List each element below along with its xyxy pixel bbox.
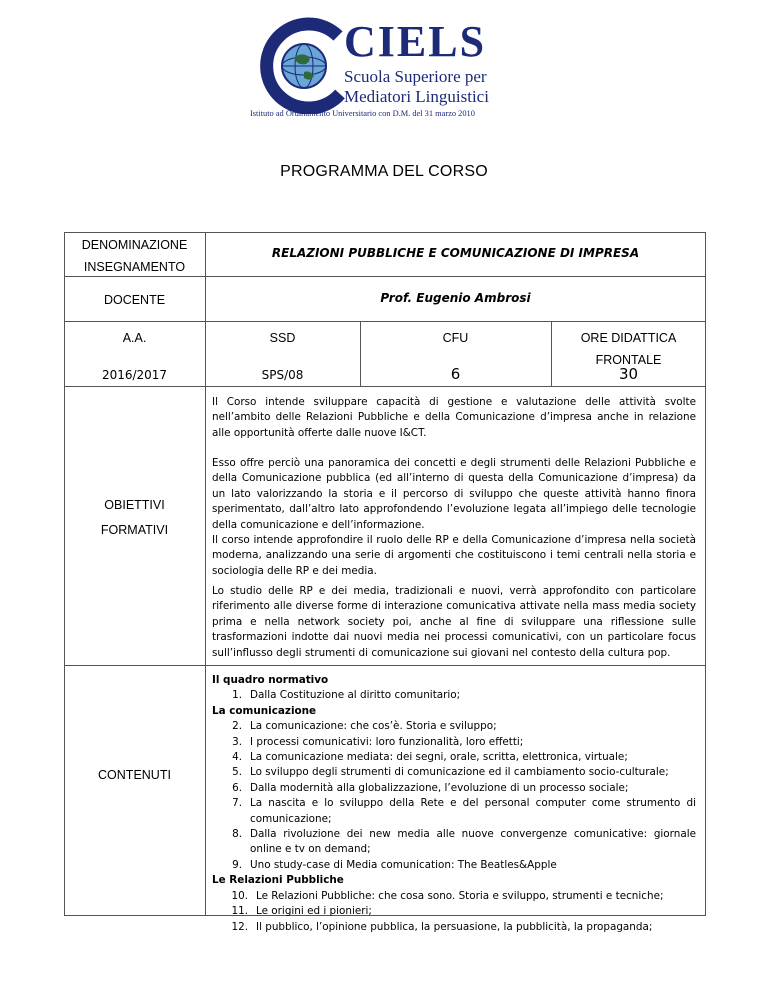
obiettivi-paragraph-4: Lo studio delle RP e dei media, tradizionali e nuovi, verrà approfondito con particolare riferimento alle diverse forme di interazione comunicativa attivate nella mass media society prima e nella network society poi, anche al fine di sviluppare una riflessione sulle trasformazioni indotte dai nuovi media nei processi comunicativi, con un particolare focus sull’influsso degli strumenti di comunicazione sui giovani nel contesto della cultura pop. xyxy=(212,585,696,659)
docente-label: DOCENTE xyxy=(103,293,166,307)
list-item-number: 4. xyxy=(232,751,242,764)
list-item-text: Il pubblico, l’opinione pubblica, la persuasione, la pubblicità, la propaganda; xyxy=(256,920,653,933)
list-item xyxy=(212,781,696,796)
list-item-number: 9. xyxy=(232,858,242,871)
list-item-text: La nascita e lo sviluppo della Rete e del personal computer come strumento di comunicazione; xyxy=(250,797,696,825)
docente-name: Prof. Eugenio Ambrosi xyxy=(380,291,531,305)
obiettivi-paragraph-3: Il corso intende approfondire il ruolo delle RP e della Comunicazione d’impresa nella società moderna, analizzando una serie di argomenti che costituiscono i temi centrali nella storia e sociologia delle RP e dei media. xyxy=(212,534,696,577)
list-item-text: Le Relazioni Pubbliche: che cosa sono. Storia e sviluppo, strumenti e tecniche; xyxy=(256,889,664,902)
ore-label-line2: FRONTALE xyxy=(595,353,662,368)
list-item xyxy=(212,750,696,765)
contenuti-list xyxy=(212,673,696,935)
row-divider xyxy=(64,321,706,322)
denominazione-label-line1: DENOMINAZIONE xyxy=(81,238,188,252)
list-item-number: 10. xyxy=(231,889,248,902)
list-item xyxy=(212,858,696,873)
section-title: Le Relazioni Pubbliche xyxy=(212,874,344,887)
denominazione-label-line2: INSEGNAMENTO xyxy=(83,260,186,275)
obiettivi-paragraph-1: Il Corso intende sviluppare capacità di gestione e valutazione delle attività svolte nell’ambito delle Relazioni Pubbliche e della Comunicazione d’impresa anche in relazione alle opportunità offerte dalle nuove I&CT. xyxy=(212,396,696,439)
obiettivi-paragraph-2: Esso offre perciò una panoramica dei concetti e degli strumenti delle Relazioni Pubbliche e della Comunicazione pubblica (ed all’interno di questa della Comunicazione d’impresa) da un lato valorizzando la storia e il percorso di sviluppo che queste attività hanno finora sperimentato, dall’altro lato approfondendo l’evoluzione legata all’impiego delle tecnologie della comunicazione e dell’informazione. xyxy=(212,457,696,531)
ore-value: 30 xyxy=(618,365,639,383)
list-item-text: I processi comunicativi: loro funzionalità, loro effetti; xyxy=(250,735,524,748)
contenuti-label: CONTENUTI xyxy=(98,768,171,782)
cfu-label: CFU xyxy=(442,331,469,345)
denominazione-label xyxy=(64,236,205,278)
logo-note: Istituto ad Ordinamento Universitario con D.M. del 31 marzo 2010 xyxy=(250,109,475,118)
list-item xyxy=(212,735,696,750)
list-item-number: 11. xyxy=(231,905,248,918)
ciels-logo xyxy=(250,14,524,118)
list-item-text: La comunicazione mediata: dei segni, orale, scritta, elettronica, virtuale; xyxy=(250,751,628,764)
list-item-number: 6. xyxy=(232,781,242,794)
list-item xyxy=(212,688,696,703)
list-item-text: Dalla modernità alla globalizzazione, l’evoluzione di un processo sociale; xyxy=(250,781,629,794)
list-item xyxy=(212,719,696,734)
logo-title: CIELS xyxy=(344,17,487,66)
logo-subtitle-line2: Mediatori Linguistici xyxy=(344,87,489,106)
list-item-number: 1. xyxy=(232,689,242,702)
row-divider xyxy=(64,665,706,666)
list-item-number: 12. xyxy=(231,920,248,933)
list-item-number: 3. xyxy=(232,735,242,748)
logo-subtitle-line1: Scuola Superiore per xyxy=(344,67,487,86)
obiettivi-label-line2: FORMATIVI xyxy=(100,523,169,538)
course-name: RELAZIONI PUBBLICHE E COMUNICAZIONE DI IMPRESA xyxy=(271,246,640,260)
aa-value: 2016/2017 xyxy=(101,368,168,382)
list-item-text: Dalla rivoluzione dei new media alle nuove convergenze comunicative: giornale online e tv on demand; xyxy=(250,828,696,856)
section-title: Il quadro normativo xyxy=(212,674,329,686)
obiettivi-label xyxy=(64,496,205,541)
list-item-number: 8. xyxy=(232,828,242,841)
list-item xyxy=(212,904,696,919)
list-item xyxy=(212,920,696,935)
ssd-label: SSD xyxy=(269,331,296,345)
list-item-text: Lo sviluppo degli strumenti di comunicazione ed il cambiamento socio-culturale; xyxy=(250,766,669,779)
aa-label: A.A. xyxy=(122,331,147,345)
list-item xyxy=(212,796,696,827)
list-item-text: Uno study-case di Media comunication: The Beatles&Apple xyxy=(250,858,557,871)
page-title: PROGRAMMA DEL CORSO xyxy=(280,163,488,180)
obiettivi-label-line1: OBIETTIVI xyxy=(104,498,165,512)
list-item-text: Le origini ed i pionieri; xyxy=(256,905,372,918)
list-item xyxy=(212,827,696,858)
list-item-number: 2. xyxy=(232,720,242,733)
list-item xyxy=(212,889,696,904)
list-item-number: 5. xyxy=(232,766,242,779)
ssd-value: SPS/08 xyxy=(261,368,304,382)
section-title: La comunicazione xyxy=(212,704,317,717)
cfu-value: 6 xyxy=(450,365,461,383)
list-item-number: 7. xyxy=(232,797,242,810)
ore-label-line1: ORE DIDATTICA xyxy=(580,331,677,345)
list-item-text: Dalla Costituzione al diritto comunitario; xyxy=(250,689,461,702)
list-item xyxy=(212,765,696,780)
globe-c-icon xyxy=(254,14,354,114)
list-item-text: La comunicazione: che cos’è. Storia e sviluppo; xyxy=(250,720,497,733)
